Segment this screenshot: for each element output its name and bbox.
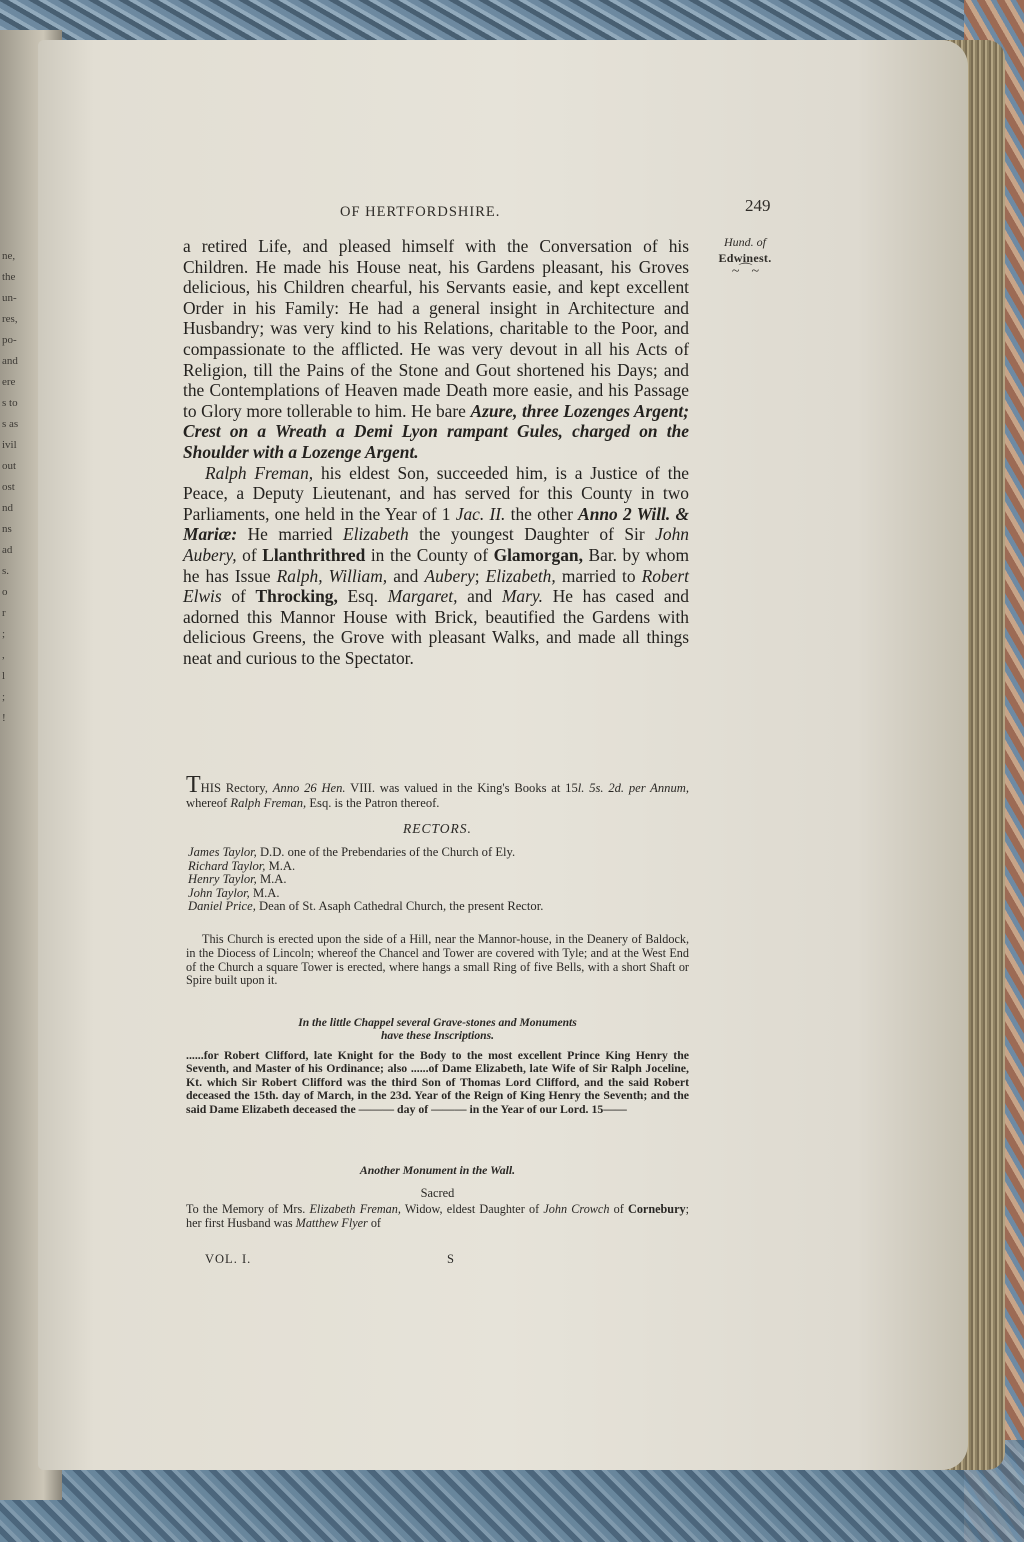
facing-page-fragment: r bbox=[2, 607, 6, 619]
text-run: of bbox=[367, 1216, 381, 1230]
name-ralph-freman: Ralph Freman, bbox=[205, 462, 314, 483]
text-run: HIS Rectory, bbox=[200, 781, 273, 795]
margin-note-line2: Edwinest. bbox=[718, 251, 772, 265]
running-title: OF HERTFORDSHIRE. bbox=[340, 204, 501, 220]
page-number: 249 bbox=[745, 196, 771, 215]
list-item bbox=[188, 846, 691, 860]
text-italic: Aubery bbox=[424, 565, 475, 586]
text-run: the youngest Daughter of Sir bbox=[408, 524, 656, 545]
text-italic: Ralph, William, bbox=[276, 565, 388, 586]
facing-page-fragment: ns bbox=[2, 523, 12, 535]
text-run: his eldest Son, succeeded him, is a Justice of the Peace, a Deputy Lieutenant, and has served for this County in two Parliaments, one held in the Year of 1 bbox=[183, 462, 689, 524]
page-footer bbox=[205, 1252, 665, 1267]
text-run: and bbox=[387, 565, 425, 586]
text-run: He has cased and adorned this Mannor House with Brick, beautified the Gardens with delicious Greens, the Grove with pleasant Walks, and made all things neat and curious to the Spectator. bbox=[183, 586, 689, 668]
text-run: He married bbox=[237, 524, 343, 545]
facing-page-fragment: s as bbox=[2, 418, 19, 430]
rector-detail: Dean of St. Asaph Cathedral Church, the present Rector. bbox=[255, 899, 544, 914]
facing-page-fragment: ost bbox=[2, 481, 15, 493]
text-run: and bbox=[457, 586, 502, 607]
text-run: Widow, eldest Daughter of bbox=[400, 1202, 544, 1216]
text-run: married to bbox=[555, 565, 642, 586]
text-run: of bbox=[221, 586, 256, 607]
rector-detail: M.A. bbox=[249, 885, 280, 900]
text-run: whereof bbox=[186, 795, 231, 810]
rector-name: Henry Taylor, bbox=[188, 872, 257, 887]
chappel-heading-line1: In the little Chappel several Grave-stones and Monuments bbox=[298, 1016, 577, 1029]
list-item bbox=[188, 860, 691, 874]
paragraph-1 bbox=[183, 236, 689, 463]
facing-page-fragment: o bbox=[2, 586, 8, 598]
facing-page-fragment: ad bbox=[2, 544, 13, 556]
text-run: Esq. bbox=[337, 586, 388, 607]
list-item bbox=[188, 873, 691, 887]
margin-note bbox=[700, 234, 790, 278]
text-run: of bbox=[236, 544, 263, 565]
text-italic: Matthew Flyer bbox=[295, 1216, 368, 1230]
text-run: To the Memory of Mrs. bbox=[186, 1202, 310, 1216]
text-italic: Ralph Freman, bbox=[230, 795, 307, 810]
paragraph-1-text: a retired Life, and pleased himself with the Conversation of his Children. He made his House neat, his Gardens pleasant, his Groves delicious, his Children chearful, his Servants easie, and kept excellent Order in his Family: He had a general insight in Architecture and Husbandry; was very kind to his Relations, charitable to the Poor, and compassionate to the afflicted. He was very devout in all his Acts of Religion, till the Pains of the Stone and Gout shortened his Days; and the Contemplations of Heaven made Death more easie, and his Passage to Glory more tollerable to him. He bare bbox=[183, 236, 689, 421]
text-italic: l. 5s. 2d. per Annum, bbox=[577, 781, 689, 795]
rectors-heading: RECTORS. bbox=[403, 821, 472, 836]
place-name: Llanthrithred bbox=[262, 544, 366, 565]
place-name: Cornebury bbox=[628, 1202, 686, 1216]
list-item bbox=[188, 900, 691, 914]
monument-heading: Another Monument in the Wall. bbox=[359, 1163, 516, 1177]
monument-text bbox=[186, 1202, 689, 1230]
sacred-heading: Sacred bbox=[420, 1186, 455, 1200]
text-run: VIII. was valued in the King's Books at 15 bbox=[345, 781, 578, 795]
facing-page-fragment: s to bbox=[2, 397, 18, 409]
rector-detail: M.A. bbox=[256, 872, 287, 887]
rector-name: Daniel Price, bbox=[188, 899, 256, 914]
text-italic: Margaret, bbox=[387, 586, 458, 607]
text-run: of bbox=[609, 1202, 629, 1216]
facing-page-fragment: and bbox=[2, 355, 18, 367]
rectors-list bbox=[188, 846, 691, 914]
place-name: Glamorgan, bbox=[493, 544, 583, 565]
text-italic: John Aubery, bbox=[183, 524, 689, 565]
facing-page-fragment: l bbox=[2, 670, 6, 682]
facing-page-fragment: ere bbox=[2, 376, 16, 388]
rector-name: James Taylor, bbox=[188, 845, 257, 859]
list-item bbox=[188, 887, 691, 901]
facing-page-fragment: ; bbox=[2, 691, 6, 703]
facing-page-fragment: un- bbox=[2, 292, 17, 304]
flourish-icon: ~⌒~ bbox=[731, 264, 759, 279]
text-run: ; her first Husband was bbox=[186, 1202, 689, 1230]
paragraph-2 bbox=[183, 463, 689, 669]
church-paragraph: This Church is erected upon the side of a Hill, near the Mannor-house, in the Deanery of Baldock, in the Diocess of Lincoln; whereof the Chancel and Tower are covered with Tyle; and at the West End of the Church a square Tower is erected, where hangs a small Ring of five Bells, with a short Shaft or Spire built upon it. bbox=[186, 932, 689, 988]
rector-name: John Taylor, bbox=[188, 885, 250, 900]
facing-page-fragment: ; bbox=[2, 628, 6, 640]
inscription: ......for Robert Clifford, late Knight for the Body to the most excellent Prince King Henry the Seventh, and Master of his Ordinance; also ......of Dame Elizabeth, late Wife of Sir Ralph Joceline, Kt. which Sir Robert Clifford was the third Son of Thomas Lord Clifford, and the said Robert deceased the 15th. day of March, in the 23d. Year of the Reign of King Henry the Seventh; and the said Dame Elizabeth deceased the ——— day of ——— in the Year of our Lord. 15—— bbox=[186, 1048, 689, 1116]
facing-page-fragment: out bbox=[2, 460, 17, 472]
facing-page-fragment: , bbox=[2, 649, 5, 661]
text-run: in the County of bbox=[365, 544, 494, 565]
text-italic: Mary. bbox=[501, 586, 543, 607]
drop-cap: T bbox=[186, 772, 201, 798]
text-italic: Jac. II. bbox=[455, 503, 506, 524]
main-text bbox=[183, 236, 689, 668]
rectory-paragraph bbox=[186, 772, 689, 810]
text-italic: Elizabeth bbox=[342, 524, 409, 545]
facing-page-fragment: ! bbox=[2, 712, 6, 724]
arms-blazon: Azure, three Lozenges Argent; Crest on a Wreath a Demi Lyon rampant Gules, charged on the Shoulder with a Lozenge Argent. bbox=[183, 400, 689, 462]
facing-page-fragment: s. bbox=[2, 565, 10, 577]
text-run: Bar. by whom he has Issue bbox=[183, 544, 689, 586]
text-italic: Elizabeth, bbox=[485, 565, 556, 586]
text-run: Esq. is the Patron thereof. bbox=[306, 795, 440, 810]
rector-detail: M.A. bbox=[265, 858, 296, 873]
text-italic: Anno 26 Hen. bbox=[272, 781, 346, 795]
rector-name: Richard Taylor, bbox=[188, 858, 266, 873]
margin-note-line1: Hund. of bbox=[724, 235, 766, 249]
text-italic: John Crowch bbox=[543, 1202, 610, 1216]
text-italic: Anno 2 Will. & Mariæ: bbox=[183, 503, 690, 545]
facing-page-fragment: ivil bbox=[2, 439, 17, 451]
volume-label: VOL. I. bbox=[205, 1252, 252, 1266]
chappel-heading-line2: have these Inscriptions. bbox=[380, 1029, 495, 1043]
place-name: Throcking, bbox=[255, 586, 338, 607]
facing-page-fragment: the bbox=[2, 271, 16, 283]
signature-mark: S bbox=[447, 1252, 455, 1266]
text-italic: Robert Elwis bbox=[183, 565, 689, 607]
text-run: the other bbox=[505, 503, 579, 524]
facing-page-fragment: nd bbox=[2, 502, 13, 514]
facing-page-fragment: res, bbox=[2, 313, 18, 325]
text-italic: Elizabeth Freman, bbox=[309, 1202, 401, 1216]
rector-detail: D.D. one of the Prebendaries of the Church of Ely. bbox=[256, 845, 516, 859]
facing-page-fragment: ne, bbox=[2, 250, 16, 262]
facing-page-fragment: po- bbox=[2, 334, 17, 346]
chappel-heading bbox=[186, 1016, 689, 1043]
text-run: ; bbox=[474, 565, 486, 586]
